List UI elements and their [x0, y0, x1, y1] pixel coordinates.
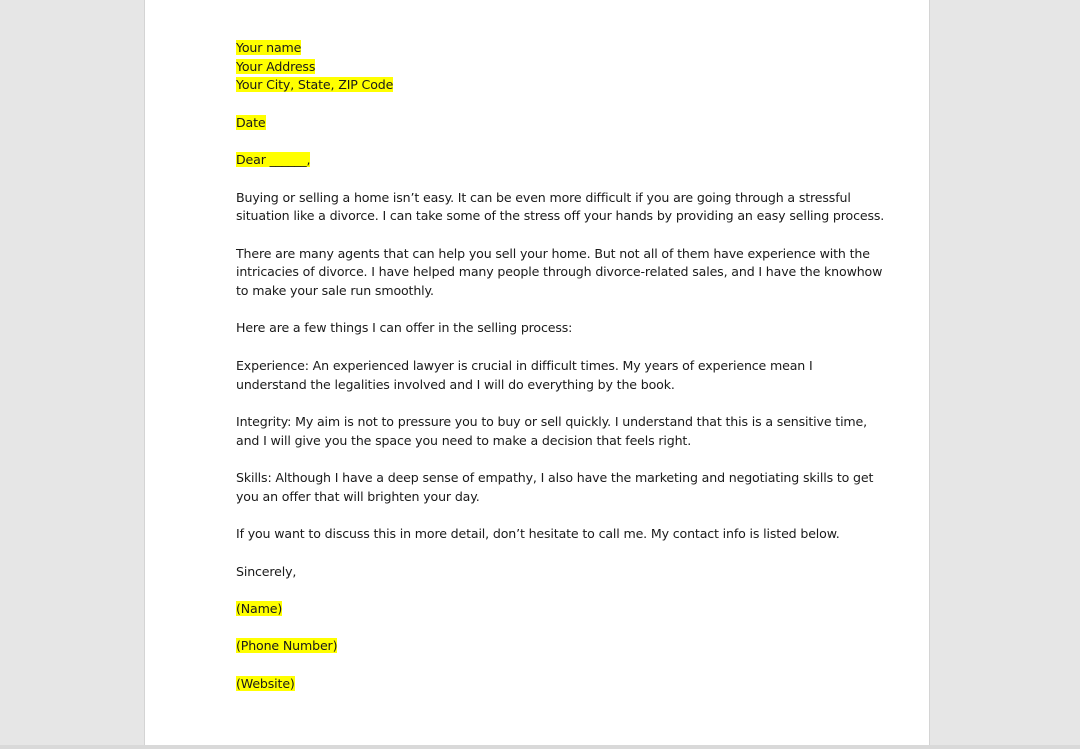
- sign-off: Sincerely,: [236, 563, 297, 579]
- sender-city-state-zip: Your City, State, ZIP Code: [236, 77, 394, 93]
- intro-line-2: situation like a divorce. I can take some of the stress off your hands by providing an easy selling process.: [236, 208, 885, 224]
- skills-line-2: you an offer that will brighten your day.: [236, 488, 480, 504]
- sender-name: Your name: [236, 40, 302, 55]
- closing-note-line: If you want to discuss this in more detail, don’t hesitate to call me. My contact info is listed below.: [236, 526, 840, 542]
- salutation: Dear ______,: [236, 152, 311, 168]
- signature-website-paragraph: [236, 675, 856, 694]
- integrity-line-1: Integrity: My aim is not to pressure you to buy or sell quickly. I understand that this is a sensitive time,: [236, 413, 867, 429]
- salutation-line: [236, 151, 856, 170]
- date-line: [236, 114, 856, 133]
- page-bottom-edge: [0, 745, 1080, 749]
- intro-line-1: Buying or selling a home isn’t easy. It can be even more difficult if you are going through a stressful: [236, 189, 851, 205]
- letter-body: [236, 39, 885, 712]
- integrity-line-2: and I will give you the space you need to make a decision that feels right.: [236, 432, 692, 448]
- experience-paragraph: [236, 357, 856, 394]
- intro-paragraph: [236, 189, 885, 226]
- sender-address-block: [236, 39, 856, 95]
- agents-paragraph: [236, 245, 883, 301]
- offer-intro-line: Here are a few things I can offer in the selling process:: [236, 320, 573, 336]
- skills-paragraph: [236, 469, 874, 506]
- offer-intro-paragraph: [236, 319, 856, 338]
- signature-phone: (Phone Number): [236, 638, 338, 654]
- skills-line-1: Skills: Although I have a deep sense of empathy, I also have the marketing and negotiating skills to get: [236, 470, 874, 486]
- closing-note-paragraph: [236, 525, 856, 544]
- experience-line-1: Experience: An experienced lawyer is crucial in difficult times. My years of experience mean I: [236, 357, 813, 373]
- signature-name: (Name): [236, 600, 283, 616]
- experience-line-2: understand the legalities involved and I will do everything by the book.: [236, 376, 675, 392]
- agents-line-3: to make your sale run smoothly.: [236, 283, 434, 299]
- document-page: [144, 0, 930, 745]
- agents-line-2: intricacies of divorce. I have helped many people through divorce-related sales, and I have the knowhow: [236, 264, 883, 280]
- integrity-paragraph: [236, 413, 867, 450]
- sign-off-paragraph: [236, 563, 856, 582]
- letter-date: Date: [236, 114, 266, 130]
- sender-address: Your Address: [236, 58, 316, 74]
- signature-website: (Website): [236, 675, 295, 691]
- agents-line-1: There are many agents that can help you sell your home. But not all of them have experience with the: [236, 245, 870, 261]
- signature-phone-paragraph: [236, 637, 856, 656]
- signature-name-paragraph: [236, 600, 856, 619]
